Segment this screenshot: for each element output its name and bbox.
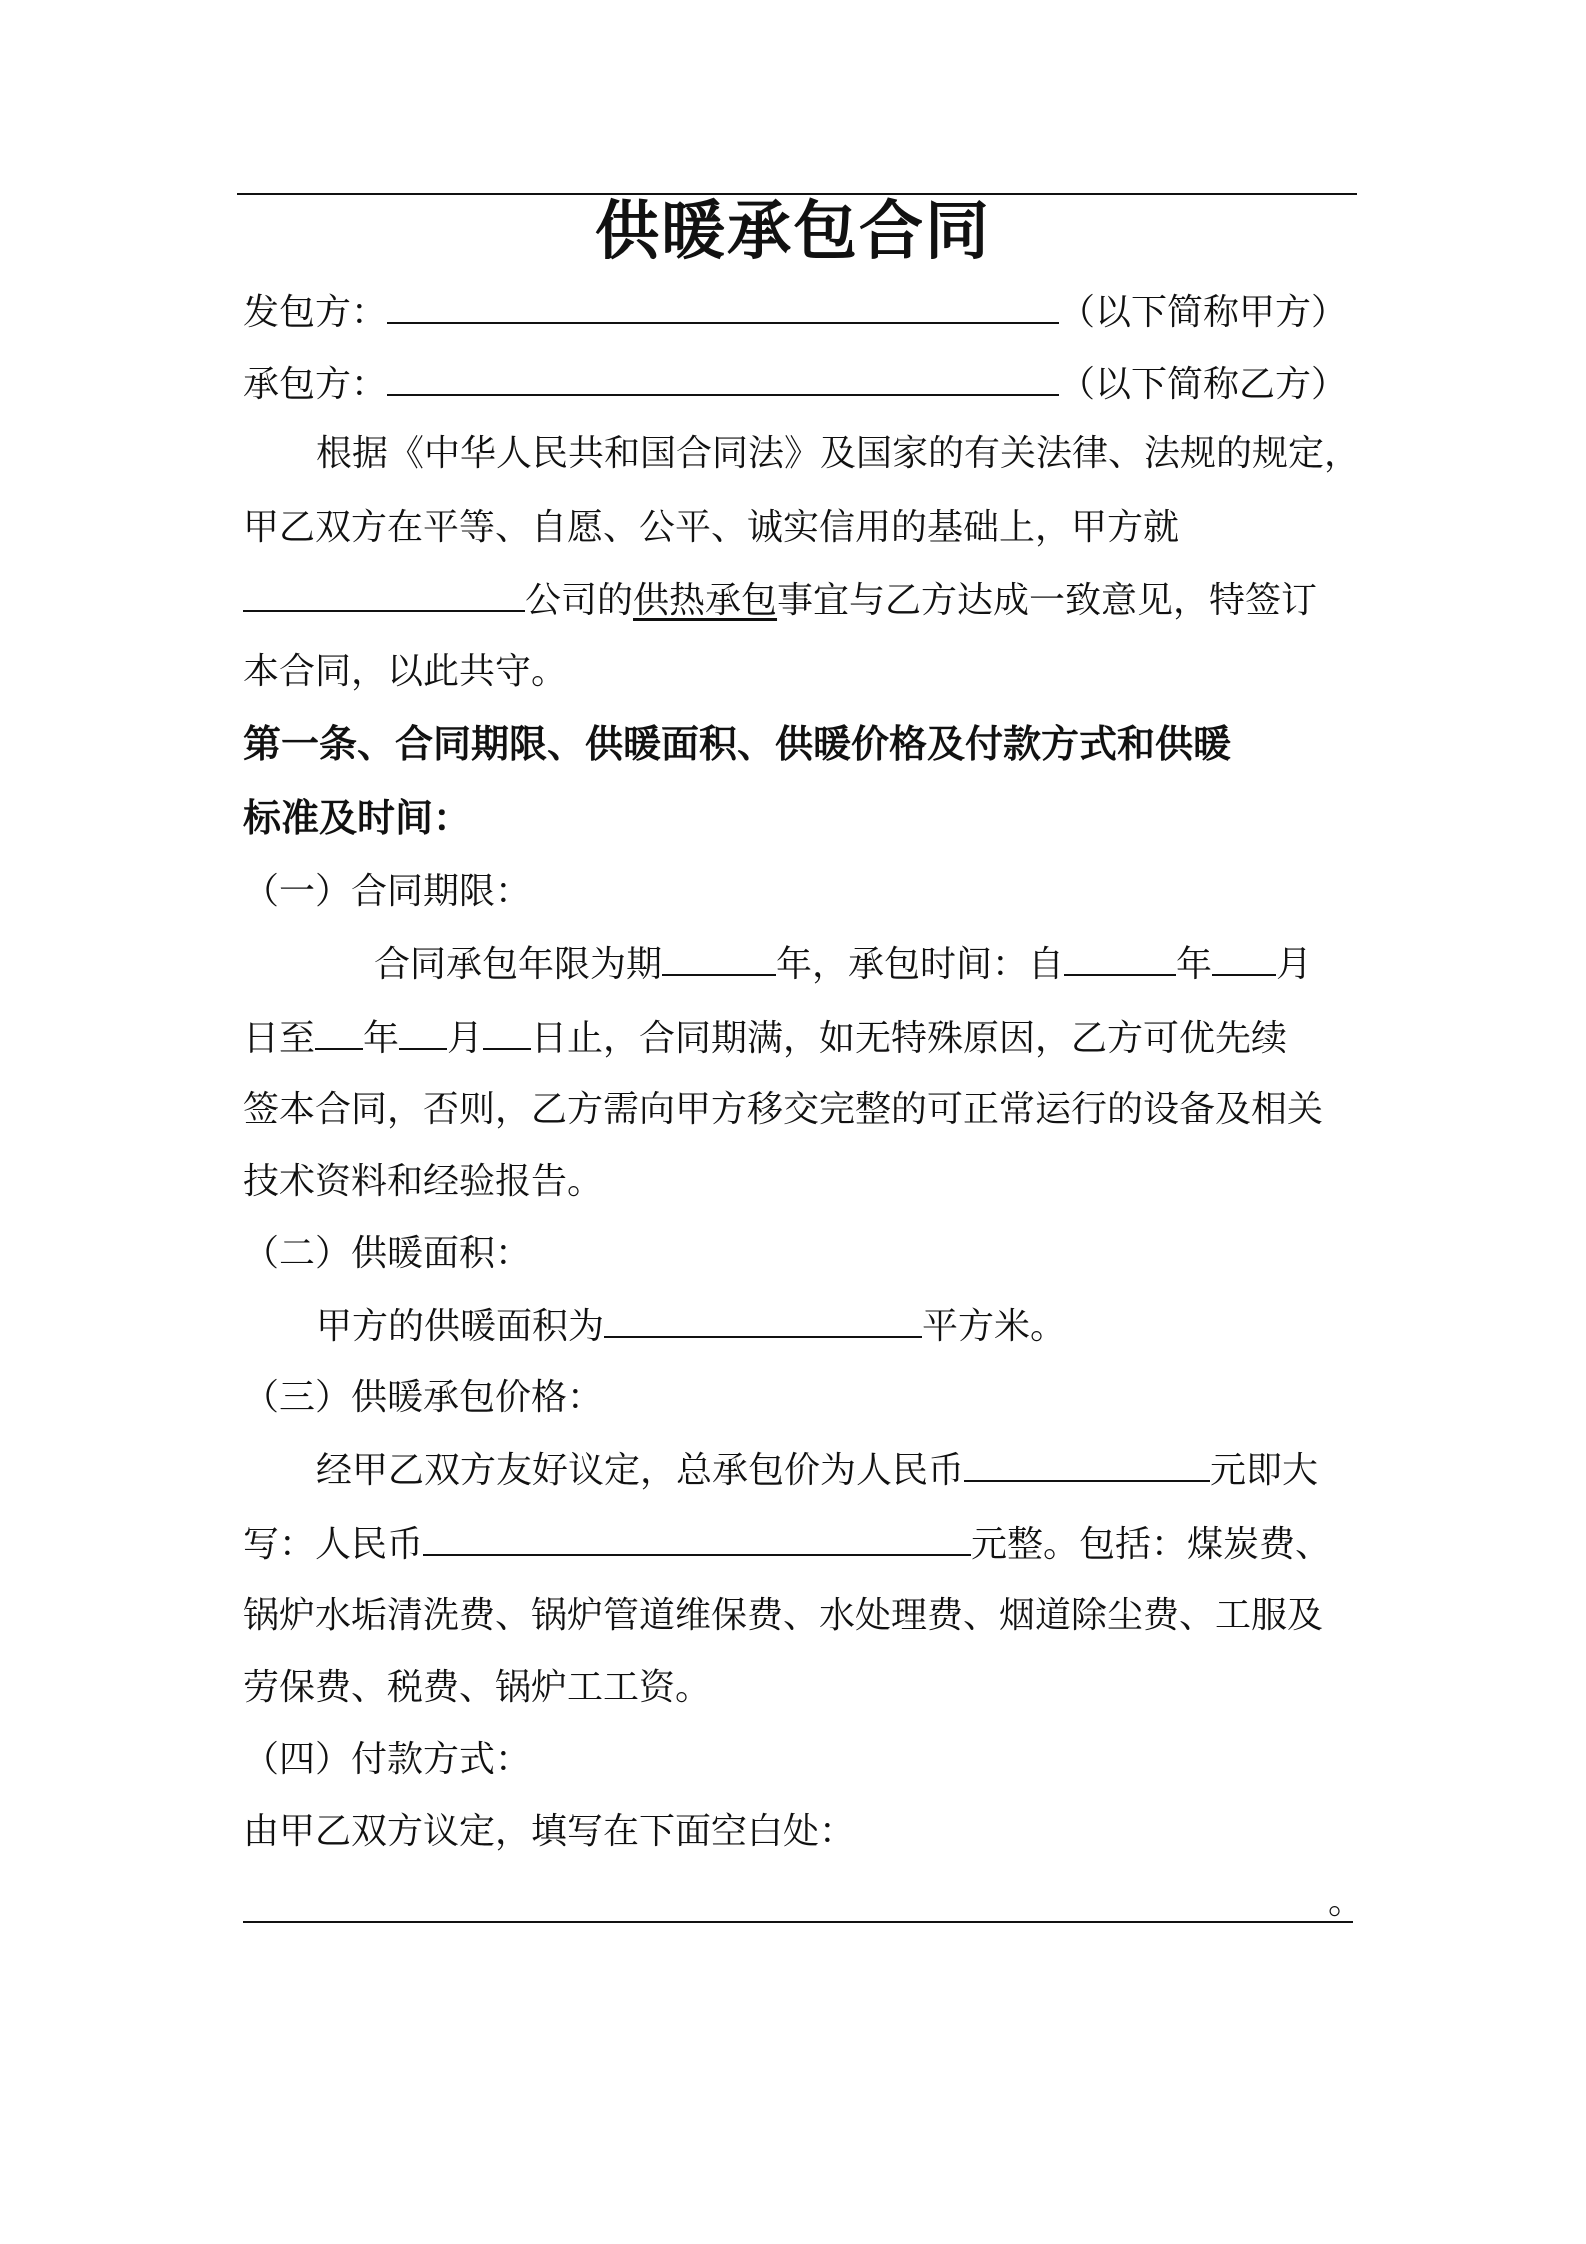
intro-3-underlined: 供热承包 — [633, 580, 778, 621]
party-b-label: 承包方： — [243, 364, 388, 405]
area-blank[interactable] — [604, 1304, 922, 1338]
party-a-label: 发包方： — [243, 292, 388, 333]
price-c: 写：人民币 — [243, 1524, 424, 1565]
price-a: 经甲乙双方友好议定，总承包价为人民币 — [316, 1450, 965, 1491]
party-a-blank[interactable] — [387, 290, 1059, 324]
section-1-heading: （一）合同期限： — [243, 871, 532, 912]
intro-3-end: 事宜与乙方达成一致意见，特签订 — [777, 580, 1318, 621]
term-line-3: 签本合同，否则，乙方需向甲方移交完整的可正常运行的设备及相关 — [243, 1089, 1324, 1130]
payment-end-mark: 。 — [1328, 1881, 1365, 1922]
party-b-line — [243, 362, 1347, 407]
area-a: 甲方的供暖面积为 — [316, 1306, 605, 1347]
term-e: 日至 — [243, 1018, 316, 1059]
price-line-3: 锅炉水垢清洗费、锅炉管道维保费、水处理费、烟道除尘费、工服及 — [243, 1595, 1324, 1636]
term-g: 月 — [447, 1018, 484, 1059]
party-b-note: （以下简称乙方） — [1059, 364, 1348, 405]
term-h: 日止，合同期满，如无特殊原因，乙方可优先续 — [531, 1018, 1288, 1059]
start-day-blank[interactable] — [315, 1016, 363, 1050]
term-line-2 — [243, 1016, 1287, 1061]
term-a: 合同承包年限为期 — [374, 944, 663, 985]
document-title: 供暖承包合同 — [595, 194, 991, 269]
intro-line-2: 甲乙双方在平等、自愿、公平、诚实信用的基础上，甲方就 — [243, 507, 1180, 548]
price-line-2 — [243, 1522, 1331, 1567]
company-blank[interactable] — [243, 578, 525, 612]
article-1-heading-1: 第一条、合同期限、供暖面积、供暖价格及付款方式和供暖 — [243, 721, 1232, 766]
section-2-heading: （二）供暖面积： — [243, 1233, 532, 1274]
end-month-blank[interactable] — [483, 1016, 531, 1050]
intro-line-1: 根据《中华人民共和国合同法》及国家的有关法律、法规的规定， — [316, 433, 1361, 474]
price-line-4: 劳保费、税费、锅炉工工资。 — [243, 1667, 712, 1708]
payment-line: 由甲乙双方议定，填写在下面空白处： — [243, 1811, 856, 1852]
price-b: 元即大 — [1210, 1450, 1319, 1491]
term-line-1 — [374, 942, 1312, 987]
term-d: 月 — [1276, 944, 1313, 985]
area-line — [316, 1304, 1066, 1349]
price-line-1 — [316, 1448, 1318, 1493]
party-a-note: （以下简称甲方） — [1059, 292, 1348, 333]
term-line-4: 技术资料和经验报告。 — [243, 1161, 604, 1202]
payment-blank[interactable] — [243, 1921, 1353, 1923]
party-a-line — [243, 290, 1347, 335]
term-f: 年 — [363, 1018, 400, 1059]
price-number-blank[interactable] — [964, 1448, 1210, 1482]
end-year-blank[interactable] — [399, 1016, 447, 1050]
area-b: 平方米。 — [922, 1306, 1067, 1347]
term-b: 年，承包时间：自 — [776, 944, 1065, 985]
party-b-blank[interactable] — [387, 362, 1059, 396]
section-4-heading: （四）付款方式： — [243, 1739, 532, 1780]
intro-line-4: 本合同，以此共守。 — [243, 651, 568, 692]
start-month-blank[interactable] — [1212, 942, 1276, 976]
intro-line-3 — [243, 578, 1317, 623]
price-words-blank[interactable] — [423, 1522, 971, 1556]
article-1-heading-2: 标准及时间： — [243, 795, 472, 840]
years-blank[interactable] — [662, 942, 776, 976]
price-d: 元整。包括：煤炭费、 — [971, 1524, 1332, 1565]
intro-3-after: 公司的 — [525, 580, 634, 621]
start-year-blank[interactable] — [1064, 942, 1176, 976]
section-3-heading: （三）供暖承包价格： — [243, 1377, 604, 1418]
term-c: 年 — [1176, 944, 1213, 985]
